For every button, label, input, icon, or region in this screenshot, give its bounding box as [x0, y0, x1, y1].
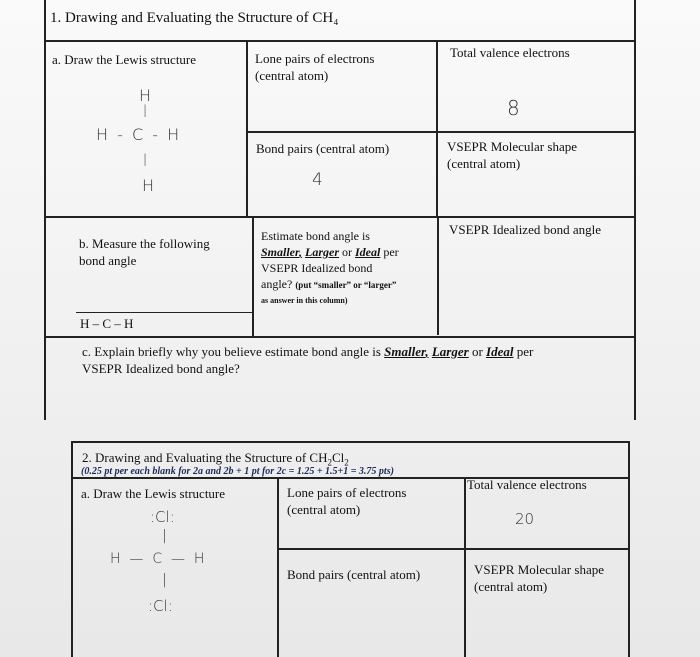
estimate-smaller: Smaller [261, 245, 300, 259]
table2-col-divider-1 [277, 478, 279, 657]
estimate-larger: Larger [305, 245, 340, 259]
ch2cl2-cl-top: :Cl: [150, 508, 175, 526]
section2-lewis-label: a. Draw the Lewis structure [81, 486, 226, 501]
measure-bond-angle-label: b. Measure the following bond angle [79, 236, 210, 268]
explain-or: or [471, 344, 483, 359]
estimate-line-5: as answer in this column) [261, 296, 348, 305]
estimate-line-4b: (put “smaller” or “larger” [295, 280, 397, 290]
vsepr-idealized-angle-label: VSEPR Idealized bond angle [449, 222, 601, 237]
table1-col-divider-1 [246, 41, 248, 216]
estimate-line-4a: angle? [261, 277, 293, 291]
section2-title: 2. Drawing and Evaluating the Structure of $CH_2Cl_2$ [82, 450, 349, 468]
table1-row-divider [44, 216, 636, 218]
explain-line-2: VSEPR Idealized bond angle? [82, 361, 240, 376]
total-valence-label: Total valence electrons [450, 45, 570, 60]
estimate-line-4 [261, 276, 399, 293]
section2-points-note: (0.25 pt per each blank for 2a and 2b + 1 pt for 2c = 1.25 + 1.5+1 = 3.75 pts) [81, 466, 394, 477]
lewis-structure-label: a. Draw the Lewis structure [52, 52, 197, 67]
section2-bond-pairs-label: Bond pairs (central atom) [287, 567, 421, 582]
bond-pairs-label: Bond pairs (central atom) [256, 141, 390, 156]
estimate-line-3: VSEPR Idealized bond [261, 261, 373, 275]
table1-right-border [634, 0, 636, 420]
section2-total-valence-value: 20 [515, 510, 535, 528]
section2-lone-pairs-label: Lone pairs of electrons (central atom) [287, 485, 407, 517]
table2-col-divider-2 [464, 478, 466, 657]
total-valence-value: 8 [507, 96, 520, 120]
explain-ideal: Ideal [486, 344, 514, 359]
estimate-line-2 [261, 244, 399, 260]
explain-smaller: Smaller [384, 344, 426, 359]
ch4-bond-top: | [143, 103, 148, 117]
section1-title: 1. Drawing and Evaluating the Structure of CH₄ [50, 10, 339, 26]
table1-left-border [44, 0, 46, 420]
table1-explain-divider [44, 336, 636, 338]
ch2cl2-bond-bottom: | [162, 572, 167, 588]
explain-per: per [516, 344, 534, 359]
table2-top-border [71, 441, 630, 443]
estimate-separator: , [299, 245, 303, 259]
explain-question [82, 343, 533, 377]
ch2cl2-bond-top: | [162, 528, 167, 544]
estimate-line-1: Estimate bond angle is [261, 229, 370, 243]
ch4-h-bottom: H [142, 176, 155, 195]
table1-title-divider [44, 40, 636, 42]
vsepr-shape-label: VSEPR Molecular shape (central atom) [447, 139, 577, 171]
ch4-bond-bottom: | [143, 152, 148, 166]
ch2cl2-cl-bottom: :Cl: [148, 597, 173, 615]
section2-vsepr-shape-label: VSEPR Molecular shape (central atom) [474, 562, 604, 594]
ch4-middle-row: H - C - H [96, 125, 182, 144]
estimate-per: per [383, 245, 399, 259]
section2-total-valence-label: Total valence electrons [467, 477, 587, 492]
section2-title-text: 2. Drawing and Evaluating the Structure of CH [82, 450, 328, 465]
ch2cl2-middle-row: H — C — H [110, 551, 205, 567]
explain-separator: , [425, 344, 429, 359]
estimate-or: or [342, 245, 353, 259]
explain-larger: Larger [431, 344, 469, 359]
table2-mid-divider [278, 548, 629, 550]
explain-line-1 [82, 343, 533, 360]
lone-pairs-label: Lone pairs of electrons (central atom) [255, 51, 375, 83]
bond-pairs-value: 4 [312, 170, 323, 190]
table1-col-divider-3 [252, 218, 254, 336]
table1-col-divider-4 [437, 217, 439, 335]
estimate-ideal: Ideal [355, 245, 381, 259]
table1-col-divider-2 [436, 40, 438, 216]
table2-left-border [71, 441, 73, 657]
hch-angle-label: H – C – H [80, 316, 134, 331]
estimate-bond-angle-block [261, 228, 399, 309]
explain-part1: c. Explain briefly why you believe estimate bond angle is [82, 344, 381, 359]
table1-mid-divider [248, 131, 635, 133]
ch4-h-top: H [139, 86, 152, 105]
section2-title-cl: Cl [332, 450, 345, 465]
table1-hch-divider [76, 312, 252, 313]
